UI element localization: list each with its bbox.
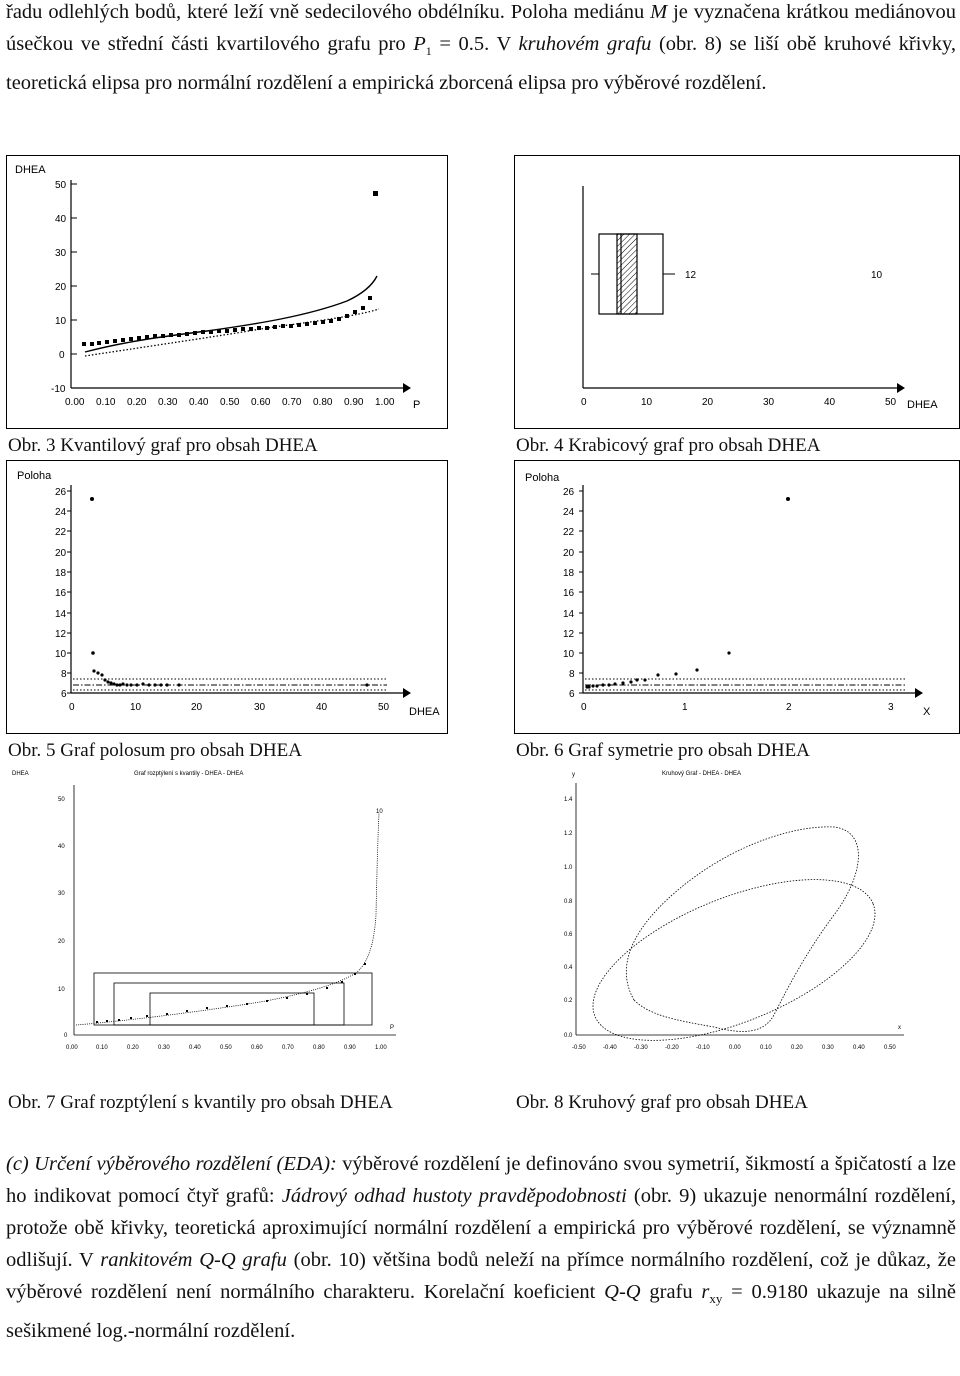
fig8-plot-title: Kruhový Graf - DHEA - DHEA (662, 771, 742, 777)
fig8-x-ticks (572, 1045, 896, 1051)
fig4-x-tick: 40 (824, 397, 836, 408)
fig7-x-ticks (66, 1045, 387, 1051)
fig6-y-tick: 22 (563, 527, 575, 538)
fig7-y-tick: 20 (58, 939, 65, 945)
fig7-y-tick: 0 (64, 1033, 68, 1039)
fig7-x-tick: 0.80 (313, 1045, 325, 1051)
fig5-y-tick: 22 (55, 527, 67, 538)
fig4-boxplot (591, 234, 675, 314)
fig5-y-tick: 6 (61, 689, 67, 700)
fig6-y-ticks (563, 487, 583, 700)
fig3-x-tick: 0.60 (251, 397, 271, 408)
fig8-y-tick: 0.6 (564, 932, 573, 938)
fig8-theoretical-ellipse (572, 846, 897, 1065)
figure-3-quantile-plot (6, 155, 448, 429)
fig8-y-tick: 0.0 (564, 1033, 573, 1039)
fig3-x-axis-label: P (413, 399, 421, 411)
fig6-x-tick: 3 (888, 702, 894, 713)
figure-6-symmetry-plot (514, 460, 960, 734)
fig8-y-tick: 1.2 (564, 831, 573, 837)
fig6-points (585, 497, 790, 689)
fig5-points (90, 497, 369, 687)
fig8-x-tick: -0.40 (603, 1045, 617, 1051)
fig7-y-tick: 30 (58, 891, 65, 897)
fig6-y-tick: 20 (563, 548, 575, 559)
fig7-x-tick: 0.00 (66, 1045, 78, 1051)
fig8-x-tick: 0.50 (884, 1045, 896, 1051)
figure-4-box-plot (514, 155, 960, 429)
fig5-y-tick: 8 (61, 669, 67, 680)
fig8-y-axis-label: y (572, 772, 575, 778)
fig8-y-tick: 0.2 (564, 998, 573, 1004)
fig4-x-axis-label: DHEA (907, 399, 938, 411)
fig7-x-tick: 1.00 (375, 1045, 387, 1051)
figure-8-circle-plot (514, 765, 958, 1065)
fig6-x-tick: 0 (581, 702, 587, 713)
fig8-x-tick: 0.00 (729, 1045, 741, 1051)
figure-4-caption: Obr. 4 Krabicový graf pro obsah DHEA (516, 435, 821, 456)
r-symbol: r (701, 1281, 710, 1303)
fig8-x-tick: 0.20 (791, 1045, 803, 1051)
fig5-x-tick: 40 (316, 702, 328, 713)
fig5-x-axis-label: DHEA (409, 706, 440, 718)
fig3-y-ticks (51, 180, 77, 395)
fig3-x-tick: 0.20 (127, 397, 147, 408)
fig6-y-axis-label: Poloha (525, 472, 560, 484)
figure-3-caption: Obr. 3 Kvantilový graf pro obsah DHEA (8, 435, 318, 456)
eda-text-2: (obr. 9) ukazuje nenormální rozdělení, protože obě křivky, teoretická aproximující normální rozdělení a empirická pro výběrové rozdělení, se významně odlišují. V (6, 1185, 957, 1271)
intro-text-1: řadu odlehlých bodů, které leží vně sedecilového obdélníku. Poloha mediánu (6, 1, 651, 23)
figure-6-caption: Obr. 6 Graf symetrie pro obsah DHEA (516, 740, 810, 761)
fig5-x-tick: 20 (191, 702, 203, 713)
fig4-x-tick: 10 (641, 397, 653, 408)
fig7-x-tick: 0.70 (282, 1045, 294, 1051)
fig5-y-tick: 12 (55, 629, 67, 640)
fig5-x-tick: 0 (69, 702, 75, 713)
eda-paragraph (6, 1148, 956, 1347)
fig3-x-tick: 0.30 (158, 397, 178, 408)
fig3-x-tick: 1.00 (375, 397, 395, 408)
fig5-y-tick: 24 (55, 507, 67, 518)
fig3-points (82, 191, 378, 346)
fig5-x-tick: 30 (254, 702, 266, 713)
fig5-y-tick: 16 (55, 588, 67, 599)
fig3-y-tick: 40 (55, 214, 67, 225)
eda-text-1: výběrové rozdělení je definováno svou symetrií, šikmostí a špičatostí a lze ho indikovat pomocí čtyř grafů: (6, 1153, 956, 1207)
fig6-x-tick: 2 (786, 702, 792, 713)
rankit-qq-term: rankitovém Q-Q grafu (100, 1249, 287, 1271)
p-symbol: P (413, 33, 426, 55)
eda-heading: (c) Určení výběrového rozdělení (EDA): (6, 1153, 337, 1175)
fig3-x-tick: 0.10 (96, 397, 116, 408)
fig8-x-tick: 0.10 (760, 1045, 772, 1051)
fig6-y-tick: 24 (563, 507, 575, 518)
intro-text-3: = 0.5. V (431, 33, 519, 55)
eda-text-5: = 0.9180 ukazuje na silně sešikmené log.-normální rozdělení. (6, 1281, 956, 1343)
fig8-x-tick: 0.40 (853, 1045, 865, 1051)
fig4-outlier-label: 12 (685, 270, 697, 281)
fig6-y-tick: 12 (563, 629, 575, 640)
fig8-y-tick: 1.0 (564, 865, 573, 871)
fig7-y-tick: 50 (58, 797, 65, 803)
fig4-x-tick: 20 (702, 397, 714, 408)
fig8-y-tick: 0.8 (564, 899, 573, 905)
fig6-y-tick: 6 (569, 689, 575, 700)
fig3-x-ticks (65, 397, 395, 408)
fig5-x-tick: 50 (378, 702, 390, 713)
fig5-x-tick: 10 (130, 702, 142, 713)
fig6-y-tick: 8 (569, 669, 575, 680)
fig7-y-tick: 10 (58, 987, 65, 993)
fig6-y-tick: 16 (563, 588, 575, 599)
figure-5-half-sum-plot (6, 460, 448, 734)
fig3-dotted-curve (85, 309, 379, 356)
fig3-x-tick: 0.90 (344, 397, 364, 408)
fig4-x-tick: 30 (763, 397, 775, 408)
fig8-x-tick: -0.20 (665, 1045, 679, 1051)
figure-8-caption: Obr. 8 Kruhový graf pro obsah DHEA (516, 1092, 808, 1113)
intro-text-2: je vyznačena krátkou mediánovou úsečkou ve střední části kvartilového grafu pro (6, 1, 956, 55)
fig5-x-ticks (69, 702, 390, 713)
fig3-x-tick: 0.70 (282, 397, 302, 408)
fig6-x-tick: 1 (682, 702, 688, 713)
fig7-y-ticks (58, 797, 68, 1039)
fig6-y-tick: 18 (563, 568, 575, 579)
intro-paragraph (6, 0, 956, 99)
fig6-x-axis-label: X (923, 706, 931, 718)
fig3-y-axis-label: DHEA (15, 164, 46, 176)
fig6-y-tick: 10 (563, 649, 575, 660)
fig5-y-tick: 20 (55, 548, 67, 559)
fig3-theoretical-curve (85, 276, 377, 352)
fig3-y-tick: 30 (55, 248, 67, 259)
fig8-y-tick: 0.4 (564, 965, 573, 971)
r-subscript: xy (709, 1291, 723, 1307)
fig7-y-axis-label: DHEA (12, 771, 29, 777)
fig3-x-tick: 0.40 (189, 397, 209, 408)
fig7-x-tick: 0.20 (127, 1045, 139, 1051)
fig5-y-ticks (55, 487, 71, 700)
fig4-x-ticks (581, 397, 897, 408)
figure-7-caption: Obr. 7 Graf rozptýlení s kvantily pro obsah DHEA (8, 1092, 393, 1113)
fig7-x-tick: 0.10 (96, 1045, 108, 1051)
fig8-x-tick: -0.50 (572, 1045, 586, 1051)
fig7-x-tick: 0.90 (344, 1045, 356, 1051)
circle-graph-term: kruhovém grafu (518, 33, 652, 55)
fig7-top-point-label: 10 (376, 809, 383, 815)
figure-5-caption: Obr. 5 Graf polosum pro obsah DHEA (8, 740, 302, 761)
fig7-x-tick: 0.60 (251, 1045, 263, 1051)
fig6-y-tick: 26 (563, 487, 575, 498)
fig8-x-axis-label: x (898, 1025, 901, 1031)
fig5-y-tick: 26 (55, 487, 67, 498)
fig8-x-tick: -0.30 (634, 1045, 648, 1051)
fig8-y-ticks (564, 797, 573, 1039)
fig3-y-tick: 0 (59, 350, 65, 361)
fig8-empirical-ellipse (626, 827, 858, 1032)
fig7-x-axis-label: P (390, 1025, 395, 1031)
fig8-x-tick: -0.10 (696, 1045, 710, 1051)
fig8-x-tick: 0.30 (822, 1045, 834, 1051)
fig7-x-tick: 0.40 (189, 1045, 201, 1051)
fig5-y-tick: 10 (55, 649, 67, 660)
p-subscript: 1 (425, 44, 432, 59)
fig8-y-tick: 1.4 (564, 797, 573, 803)
eda-text-4: grafu (640, 1281, 702, 1303)
eda-text-3: (obr. 10) většina bodů neleží na přímce normálního rozdělení, což je důkaz, že výběrové rozdělení není normálního charakteru. Korelační koeficient (6, 1249, 956, 1303)
fig7-y-tick: 40 (58, 844, 65, 850)
fig5-y-axis-label: Poloha (17, 470, 52, 482)
fig4-x-tick: 0 (581, 397, 587, 408)
intro-text-4: (obr. 8) se liší obě kruhové křivky, teoretická elipsa pro normální rozdělení a empirická zborcená elipsa pro výběrové rozdělení. (6, 33, 956, 95)
fig3-x-tick: 0.80 (313, 397, 333, 408)
fig7-x-tick: 0.30 (158, 1045, 170, 1051)
qq-term: Q-Q (604, 1281, 641, 1303)
figure-7-dispersion-quantile-plot (6, 765, 446, 1065)
fig6-y-tick: 14 (563, 609, 575, 620)
fig7-x-tick: 0.50 (220, 1045, 232, 1051)
fig4-outlier-label: 10 (871, 270, 883, 281)
fig6-x-ticks (581, 702, 894, 713)
fig7-plot-title: Graf rozptýlení s kvantily - DHEA - DHEA (134, 771, 244, 777)
fig3-x-tick: 0.00 (65, 397, 85, 408)
fig3-y-tick: -10 (51, 384, 66, 395)
fig5-y-tick: 14 (55, 609, 67, 620)
fig3-x-tick: 0.50 (220, 397, 240, 408)
fig5-y-tick: 18 (55, 568, 67, 579)
kernel-density-term: Jádrový odhad hustoty pravděpodobnosti (281, 1185, 627, 1207)
fig3-y-tick: 10 (55, 316, 67, 327)
median-symbol: M (650, 1, 668, 23)
fig4-x-tick: 50 (885, 397, 897, 408)
fig3-y-tick: 50 (55, 180, 67, 191)
fig3-y-tick: 20 (55, 282, 67, 293)
fig7-quantile-boxes (94, 973, 372, 1025)
